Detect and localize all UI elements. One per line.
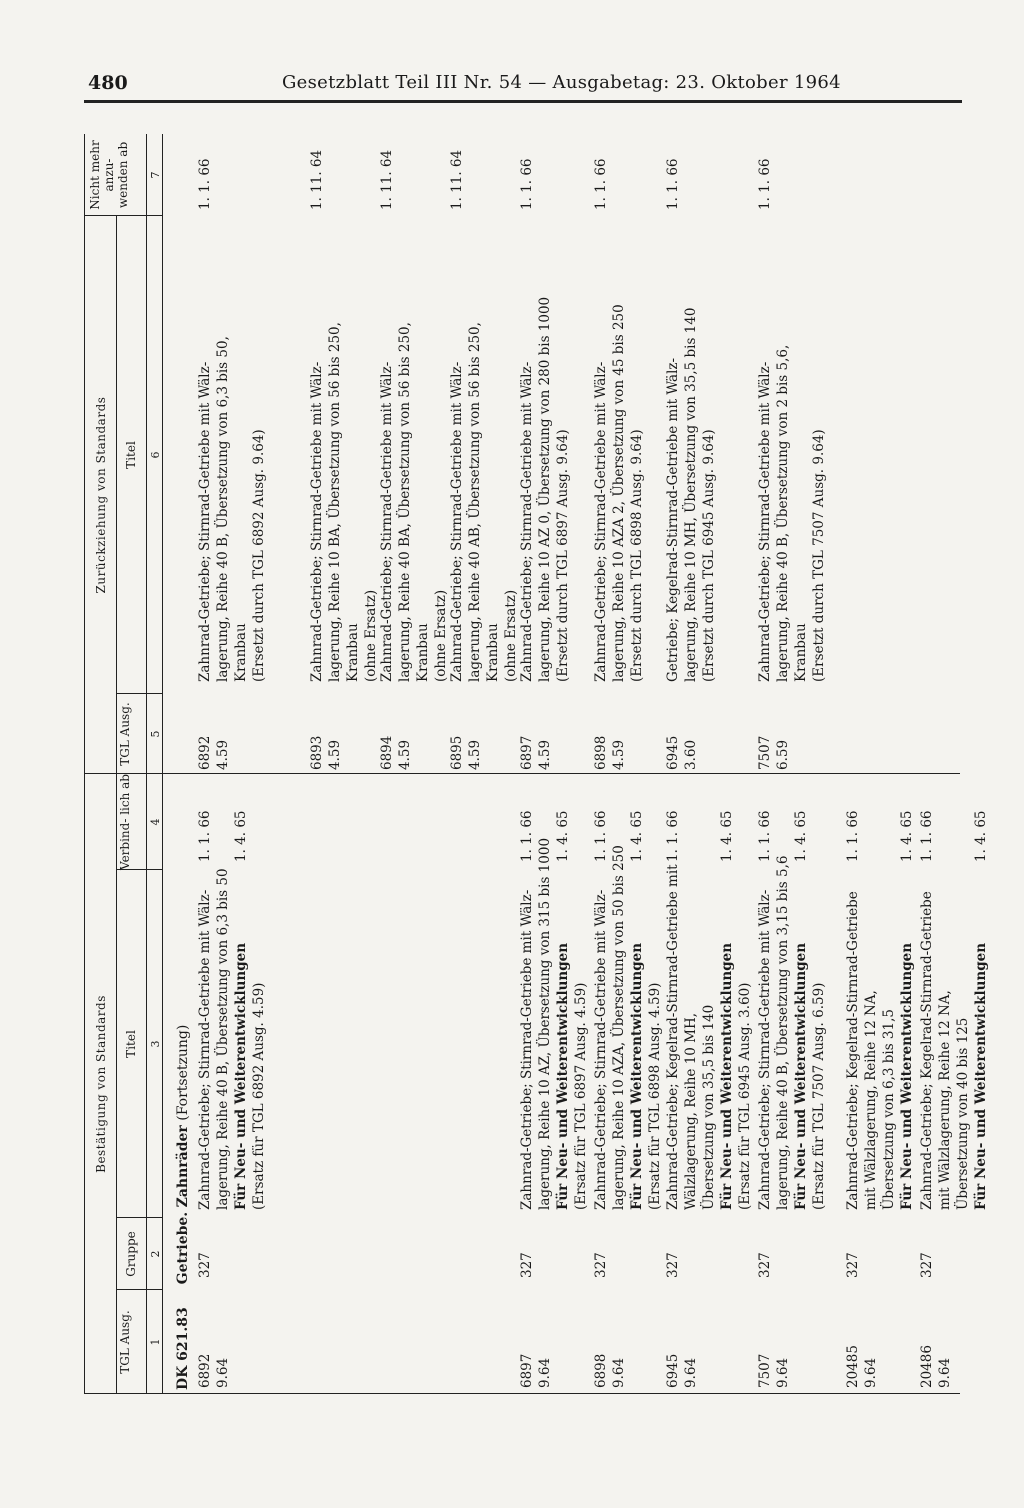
withdrawn-tgl-ausgabe: 4.59	[215, 739, 231, 770]
verbindlich-date: 1. 1. 66	[197, 810, 213, 862]
tgl-ausgabe: 9.64	[775, 1357, 791, 1388]
spacer	[214, 788, 232, 862]
table-border-top	[84, 134, 85, 1394]
nicht-mehr-date: 1. 1. 66	[593, 158, 609, 210]
withdrawn-tgl-ausgabe: 4.59	[327, 739, 343, 770]
withdrawn-title-line: Zahnrad-Getriebe; Stirnrad-Getriebe mit Wälz-	[197, 361, 213, 682]
withdrawn-title-line: lagerung, Reihe 40 B, Übersetzung von 2 bis 5,6,	[775, 344, 791, 682]
title-line: Zahnrad-Getriebe; Stirnrad-Getriebe mit Wälz-	[197, 889, 213, 1210]
tgl-number: 7507	[757, 1353, 773, 1388]
spacer	[610, 788, 628, 862]
cell-gruppe	[844, 1224, 862, 1278]
verbindlich-date: 1. 1. 66	[919, 810, 935, 862]
cell-withdrawn-title	[448, 294, 520, 682]
tgl-number: 6892	[197, 1353, 213, 1388]
cell-withdrawn-tgl	[196, 704, 232, 770]
cell-title	[196, 868, 268, 1210]
nicht-mehr-date: 1. 1. 66	[519, 158, 535, 210]
withdrawn-title-line: lagerung, Reihe 10 AZA 2, Übersetzung von 45 bis 250	[611, 304, 627, 682]
cell-withdrawn-title	[756, 294, 828, 682]
cell-withdrawn-tgl	[308, 704, 344, 770]
title-bold-line: Für Neu- und Weiterentwicklungen	[793, 942, 809, 1210]
cell-withdrawn-title	[518, 294, 572, 682]
withdrawn-tgl-ausgabe: 4.59	[537, 739, 553, 770]
withdrawn-tgl-ausgabe: 6.59	[775, 739, 791, 770]
verbindlich-date: 1. 4. 65	[793, 810, 809, 862]
cell-gruppe	[664, 1224, 682, 1278]
gruppe-value: 327	[845, 1252, 861, 1278]
gruppe-value: 327	[519, 1252, 535, 1278]
col-head-6: Titel	[124, 441, 138, 469]
standards-table	[84, 134, 989, 1394]
section-dk: DK 621.83	[175, 1307, 191, 1390]
col-head-1: TGL Ausg.	[118, 1310, 132, 1374]
withdrawn-title-line: Getriebe; Kegelrad-Stirnrad-Getriebe mit Wälz-	[665, 357, 681, 682]
col-num-2: 2	[149, 1250, 162, 1258]
title-line: lagerung, Reihe 40 B, Übersetzung von 3,15 bis 5,6	[775, 855, 791, 1210]
group-header-bestaetigung: Bestätigung von Standards	[94, 995, 108, 1173]
tgl-number: 6945	[665, 1353, 681, 1388]
withdrawn-title-line: lagerung, Reihe 10 MH, Übersetzung von 35,5 bis 140	[683, 307, 699, 682]
cell-tgl-number	[592, 1308, 628, 1388]
group-header-zurueckziehung: Zurückziehung von Standards	[94, 396, 108, 594]
title-line: Zahnrad-Getriebe; Kegelrad-Stirnrad-Getriebe	[845, 891, 861, 1210]
gruppe-value: 327	[919, 1252, 935, 1278]
withdrawn-title-line: (Ersetzt durch TGL 7507 Ausg. 9.64)	[811, 429, 827, 682]
withdrawn-title-line: Zahnrad-Getriebe; Stirnrad-Getriebe mit Wälz-	[309, 361, 325, 682]
withdrawn-title-line: Zahnrad-Getriebe; Stirnrad-Getriebe mit Wälz-	[757, 361, 773, 682]
cell-nicht-mehr	[196, 136, 214, 210]
cell-verbindlich	[664, 788, 736, 862]
nicht-mehr-date: 1. 1. 66	[757, 158, 773, 210]
cell-nicht-mehr	[378, 136, 396, 210]
title-bold-line: Für Neu- und Weiterentwicklungen	[555, 942, 571, 1210]
spacer	[682, 788, 718, 862]
cell-verbindlich	[844, 788, 916, 862]
verbindlich-date: 1. 4. 65	[899, 810, 915, 862]
cell-nicht-mehr	[448, 136, 466, 210]
withdrawn-title-line: Zahnrad-Getriebe; Stirnrad-Getriebe mit Wälz-	[593, 361, 609, 682]
nicht-mehr-date: 1. 11. 64	[449, 149, 465, 210]
withdrawn-title-line: lagerung, Reihe 40 BA, Übersetzung von 56 bis 250,	[397, 322, 413, 682]
table-border-left	[84, 1393, 960, 1394]
title-ersatz-line: (Ersatz für TGL 6897 Ausg. 4.59)	[573, 982, 589, 1210]
cell-withdrawn-title	[664, 294, 718, 682]
title-ersatz-line: (Ersatz für TGL 6945 Ausg. 3.60)	[737, 982, 753, 1210]
tgl-number: 6898	[593, 1353, 609, 1388]
nicht-mehr-date: 1. 11. 64	[379, 149, 395, 210]
cell-withdrawn-tgl	[378, 704, 414, 770]
title-ersatz-line: (Ersatz für TGL 6892 Ausg. 4.59)	[251, 982, 267, 1210]
header-rule	[84, 100, 962, 103]
gruppe-value: 327	[757, 1252, 773, 1278]
withdrawn-tgl-number: 6945	[665, 735, 681, 770]
withdrawn-tgl-number: 6895	[449, 735, 465, 770]
title-line: lagerung, Reihe 10 AZ, Übersetzung von 315 bis 1000	[537, 837, 553, 1210]
title-line: Zahnrad-Getriebe; Stirnrad-Getriebe mit Wälz-	[757, 889, 773, 1210]
cell-nicht-mehr	[756, 136, 774, 210]
col-num-6: 6	[149, 451, 162, 459]
spacer	[862, 788, 898, 862]
title-bold-line: Für Neu- und Weiterentwicklungen	[719, 942, 735, 1210]
withdrawn-title-line: Kranbau	[415, 623, 431, 682]
withdrawn-title-line: (ohne Ersatz)	[433, 589, 449, 682]
gruppe-value: 327	[665, 1252, 681, 1278]
verbindlich-date: 1. 1. 66	[665, 810, 681, 862]
withdrawn-title-line: Zahnrad-Getriebe; Stirnrad-Getriebe mit Wälz-	[449, 361, 465, 682]
title-ersatz-line: (Ersatz für TGL 6898 Ausg. 4.59)	[647, 982, 663, 1210]
tgl-number: 20486	[919, 1345, 935, 1388]
title-bold-line: Für Neu- und Weiterentwicklungen	[629, 942, 645, 1210]
group-header-rule	[116, 216, 117, 1394]
verbindlich-date: 1. 4. 65	[555, 810, 571, 862]
tgl-number: 20485	[845, 1345, 861, 1388]
col-head-3: Titel	[124, 1030, 138, 1058]
cell-nicht-mehr	[664, 136, 682, 210]
withdrawn-tgl-number: 6892	[197, 735, 213, 770]
section-name: Zahnräder	[175, 1125, 191, 1208]
tgl-ausgabe: 9.64	[537, 1357, 553, 1388]
cell-title	[756, 855, 828, 1210]
gruppe-value: 327	[593, 1252, 609, 1278]
page-title: Gesetzblatt Teil III Nr. 54 — Ausgabetag: 23. Oktober 1964	[282, 72, 841, 93]
verbindlich-date: 1. 1. 66	[845, 810, 861, 862]
section-group: Getriebe.	[175, 1211, 191, 1285]
cell-withdrawn-tgl	[448, 704, 484, 770]
section-suffix: (Fortsetzung)	[175, 1024, 191, 1121]
title-line: mit Wälzlagerung, Reihe 12 NA,	[937, 990, 953, 1210]
withdrawn-tgl-number: 7507	[757, 735, 773, 770]
nicht-mehr-date: 1. 11. 64	[309, 149, 325, 210]
col-num-4: 4	[149, 818, 162, 826]
title-line: Übersetzung von 6,3 bis 31,5	[881, 1009, 897, 1210]
withdrawn-tgl-ausgabe: 3.60	[683, 739, 699, 770]
title-line: lagerung, Reihe 40 B, Übersetzung von 6,3 bis 50	[215, 868, 231, 1210]
spacer	[774, 788, 792, 862]
verbindlich-date: 1. 1. 66	[593, 810, 609, 862]
withdrawn-tgl-ausgabe: 4.59	[397, 739, 413, 770]
cell-title	[918, 880, 990, 1210]
withdrawn-title-line: (ohne Ersatz)	[363, 589, 379, 682]
cell-tgl-number	[196, 1308, 232, 1388]
cell-title	[592, 845, 664, 1210]
verbindlich-date: 1. 4. 65	[629, 810, 645, 862]
cell-nicht-mehr	[518, 136, 536, 210]
withdrawn-tgl-number: 6897	[519, 735, 535, 770]
page-number: 480	[88, 72, 128, 94]
cell-gruppe	[918, 1224, 936, 1278]
withdrawn-tgl-ausgabe: 4.59	[467, 739, 483, 770]
title-line: Zahnrad-Getriebe; Kegelrad-Stirnrad-Getriebe mit	[665, 864, 681, 1210]
tgl-ausgabe: 9.64	[683, 1357, 699, 1388]
nicht-mehr-date: 1. 1. 66	[197, 158, 213, 210]
cell-title	[844, 880, 916, 1210]
title-line: Zahnrad-Getriebe; Stirnrad-Getriebe mit Wälz-	[593, 889, 609, 1210]
spacer	[536, 788, 554, 862]
cell-verbindlich	[518, 788, 572, 862]
cell-tgl-number	[664, 1308, 700, 1388]
withdrawn-title-line: Kranbau	[485, 623, 501, 682]
withdrawn-tgl-ausgabe: 4.59	[611, 739, 627, 770]
tgl-ausgabe: 9.64	[611, 1357, 627, 1388]
cell-withdrawn-title	[378, 294, 450, 682]
cell-verbindlich	[592, 788, 646, 862]
cell-gruppe	[518, 1224, 536, 1278]
col-head-2: Gruppe	[124, 1231, 138, 1277]
col-head-4: Verbind- lich ab	[118, 774, 132, 870]
withdrawn-title-line: (Ersetzt durch TGL 6892 Ausg. 9.64)	[251, 429, 267, 682]
cell-withdrawn-tgl	[664, 704, 700, 770]
withdrawn-title-line: (ohne Ersatz)	[503, 589, 519, 682]
col-num-1: 1	[149, 1338, 162, 1346]
withdrawn-tgl-number: 6894	[379, 735, 395, 770]
cell-gruppe	[756, 1224, 774, 1278]
cell-gruppe	[196, 1224, 214, 1278]
tgl-ausgabe: 9.64	[215, 1357, 231, 1388]
cell-tgl-number	[918, 1308, 954, 1388]
withdrawn-title-line: Kranbau	[793, 623, 809, 682]
title-line: Übersetzung von 40 bis 125	[955, 1017, 971, 1210]
title-bold-line: Für Neu- und Weiterentwicklungen	[899, 942, 915, 1210]
withdrawn-title-line: (Ersetzt durch TGL 6945 Ausg. 9.64)	[701, 429, 717, 682]
cell-title	[518, 837, 590, 1210]
title-line: Übersetzung von 35,5 bis 140	[701, 1004, 717, 1210]
title-line: mit Wälzlagerung, Reihe 12 NA,	[863, 990, 879, 1210]
cell-tgl-number	[518, 1308, 554, 1388]
withdrawn-title-line: lagerung, Reihe 40 AB, Übersetzung von 56 bis 250,	[467, 322, 483, 682]
verbindlich-date: 1. 4. 65	[719, 810, 735, 862]
col-num-5: 5	[149, 730, 162, 738]
col-num-7: 7	[149, 171, 162, 179]
withdrawn-tgl-number: 6898	[593, 735, 609, 770]
col-head-7: Nicht mehr anzu- wenden ab	[88, 140, 130, 210]
section-heading	[174, 1025, 192, 1390]
cell-gruppe	[592, 1224, 610, 1278]
cell-tgl-number	[756, 1308, 792, 1388]
verbindlich-date: 1. 1. 66	[519, 810, 535, 862]
cell-withdrawn-tgl	[518, 704, 554, 770]
cell-verbindlich	[196, 788, 250, 862]
cell-nicht-mehr	[592, 136, 610, 210]
col-head-5: TGL Ausg.	[118, 702, 132, 766]
page-header	[0, 0, 1024, 110]
withdrawn-title-line: Kranbau	[345, 623, 361, 682]
cell-verbindlich	[918, 788, 990, 862]
col-num-3: 3	[149, 1040, 162, 1048]
verbindlich-date: 1. 4. 65	[973, 810, 989, 862]
title-bold-line: Für Neu- und Weiterentwicklungen	[233, 942, 249, 1210]
tgl-ausgabe: 9.64	[863, 1357, 879, 1388]
title-line: Wälzlagerung, Reihe 10 MH,	[683, 1012, 699, 1210]
withdrawn-title-line: Kranbau	[233, 623, 249, 682]
verbindlich-date: 1. 4. 65	[233, 810, 249, 862]
withdrawn-title-line: lagerung, Reihe 10 AZ 0, Übersetzung von 280 bis 1000	[537, 296, 553, 682]
cell-withdrawn-tgl	[592, 704, 628, 770]
title-line: Zahnrad-Getriebe; Stirnrad-Getriebe mit Wälz-	[519, 889, 535, 1210]
table-divider-main	[84, 773, 960, 774]
tgl-number: 6897	[519, 1353, 535, 1388]
withdrawn-title-line: lagerung, Reihe 10 BA, Übersetzung von 56 bis 250,	[327, 322, 343, 682]
cell-nicht-mehr	[308, 136, 326, 210]
cell-withdrawn-title	[308, 294, 380, 682]
spacer	[936, 788, 972, 862]
cell-withdrawn-tgl	[756, 704, 792, 770]
withdrawn-title-line: (Ersetzt durch TGL 6897 Ausg. 9.64)	[555, 429, 571, 682]
nicht-mehr-date: 1. 1. 66	[665, 158, 681, 210]
withdrawn-title-line: Zahnrad-Getriebe; Stirnrad-Getriebe mit Wälz-	[519, 361, 535, 682]
withdrawn-tgl-number: 6893	[309, 735, 325, 770]
withdrawn-title-line: lagerung, Reihe 40 B, Übersetzung von 6,3 bis 50,	[215, 336, 231, 682]
verbindlich-date: 1. 1. 66	[757, 810, 773, 862]
cell-tgl-number	[844, 1308, 880, 1388]
cell-withdrawn-title	[196, 294, 268, 682]
cell-title	[664, 864, 754, 1210]
withdrawn-title-line: (Ersetzt durch TGL 6898 Ausg. 9.64)	[629, 429, 645, 682]
cell-withdrawn-title	[592, 294, 646, 682]
title-ersatz-line: (Ersatz für TGL 7507 Ausg. 6.59)	[811, 982, 827, 1210]
title-line: lagerung, Reihe 10 AZA, Übersetzung von 50 bis 250	[611, 845, 627, 1210]
title-line: Zahnrad-Getriebe; Kegelrad-Stirnrad-Getriebe	[919, 891, 935, 1210]
tgl-ausgabe: 9.64	[937, 1357, 953, 1388]
gruppe-value: 327	[197, 1252, 213, 1278]
title-bold-line: Für Neu- und Weiterentwicklungen	[973, 942, 989, 1210]
cell-verbindlich	[756, 788, 810, 862]
withdrawn-title-line: Zahnrad-Getriebe; Stirnrad-Getriebe mit Wälz-	[379, 361, 395, 682]
